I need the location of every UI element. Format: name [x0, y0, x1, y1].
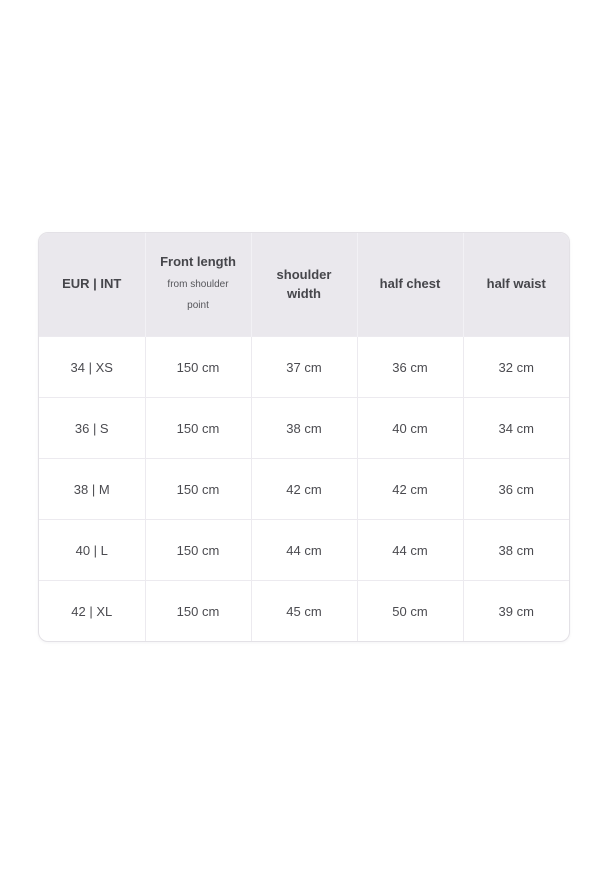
cell-shoulder-width: 42 cm — [251, 459, 357, 520]
header-sublabel: from shoulder point — [167, 279, 229, 312]
cell-half-chest: 44 cm — [357, 520, 463, 581]
cell-front-length: 150 cm — [145, 337, 251, 398]
table-header-row — [39, 233, 569, 337]
cell-shoulder-width: 44 cm — [251, 520, 357, 581]
table-row-42-xl — [39, 581, 569, 642]
table-header — [39, 233, 569, 337]
cell-half-waist: 38 cm — [463, 520, 569, 581]
cell-front-length: 150 cm — [145, 581, 251, 642]
header-cell-shoulder-width — [251, 233, 357, 337]
cell-half-waist: 34 cm — [463, 398, 569, 459]
table-row-34-xs — [39, 337, 569, 398]
table-row-40-l — [39, 520, 569, 581]
table-row-36-s — [39, 398, 569, 459]
cell-half-waist: 32 cm — [463, 337, 569, 398]
table-row-38-m — [39, 459, 569, 520]
cell-size: 34 | XS — [39, 337, 145, 398]
header-label: half waist — [486, 276, 546, 292]
cell-half-waist: 36 cm — [463, 459, 569, 520]
cell-front-length: 150 cm — [145, 398, 251, 459]
header-label: Front length — [160, 253, 236, 269]
table-body — [39, 337, 569, 642]
cell-half-chest: 40 cm — [357, 398, 463, 459]
header-cell-front-length — [145, 233, 251, 337]
cell-shoulder-width: 45 cm — [251, 581, 357, 642]
cell-half-chest: 42 cm — [357, 459, 463, 520]
cell-half-chest: 50 cm — [357, 581, 463, 642]
size-chart-table — [39, 233, 569, 641]
cell-size: 40 | L — [39, 520, 145, 581]
cell-size: 38 | M — [39, 459, 145, 520]
header-label: half chest — [379, 276, 441, 292]
cell-front-length: 150 cm — [145, 459, 251, 520]
cell-shoulder-width: 37 cm — [251, 337, 357, 398]
header-cell-eur-int — [39, 233, 145, 337]
cell-shoulder-width: 38 cm — [251, 398, 357, 459]
header-cell-half-waist — [463, 233, 569, 337]
cell-front-length: 150 cm — [145, 520, 251, 581]
cell-size: 42 | XL — [39, 581, 145, 642]
size-chart-container — [38, 232, 570, 642]
header-label: EUR | INT — [62, 276, 122, 292]
cell-half-chest: 36 cm — [357, 337, 463, 398]
cell-half-waist: 39 cm — [463, 581, 569, 642]
cell-size: 36 | S — [39, 398, 145, 459]
header-label: shoulder width — [276, 266, 332, 301]
header-cell-half-chest — [357, 233, 463, 337]
